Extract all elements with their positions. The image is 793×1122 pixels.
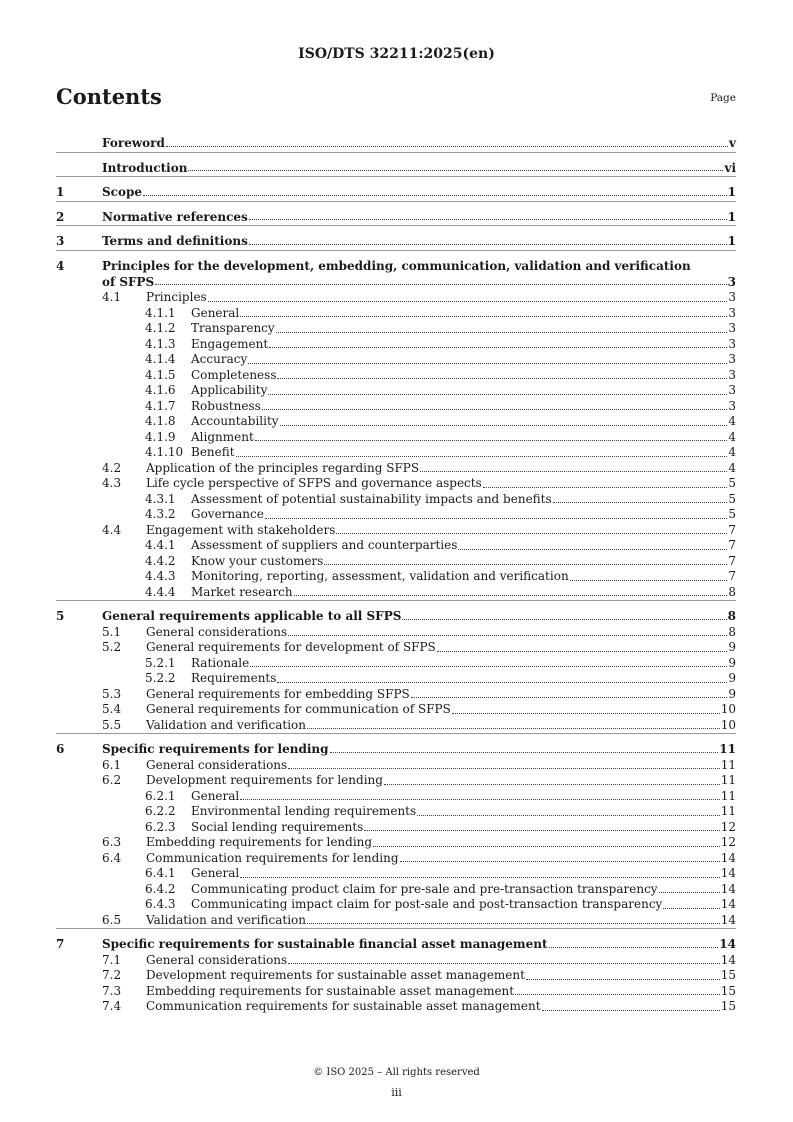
toc-entry-page: 3: [728, 367, 736, 382]
toc-entry[interactable]: [56, 968, 736, 984]
toc-entry-title: General requirements applicable to all SFPS: [102, 609, 402, 623]
toc-entry-title: General considerations: [146, 952, 288, 967]
toc-entry[interactable]: [56, 882, 736, 898]
toc-leader-dots: [269, 347, 727, 348]
toc-entry-title: Principles: [146, 290, 207, 304]
toc-entry-number: 5.2: [102, 640, 122, 654]
toc-entry-title: Engagement: [191, 336, 269, 351]
toc-entry-page: 9: [728, 671, 736, 685]
toc-entry[interactable]: [56, 538, 736, 554]
toc-entry-number: 6.2.3: [145, 819, 176, 834]
toc-entry-page: 11: [720, 773, 736, 787]
toc-leader-dots: [288, 768, 720, 769]
toc-entry[interactable]: [56, 640, 736, 656]
toc-entry-page: 1: [727, 209, 736, 224]
toc-leader-dots: [249, 219, 727, 220]
toc-entry[interactable]: [56, 225, 736, 250]
toc-leader-dots: [373, 846, 720, 847]
toc-entry-number: 3: [56, 234, 65, 248]
contents-title: Contents: [56, 84, 162, 109]
toc-entry[interactable]: [56, 176, 736, 201]
toc-entry-number: 4: [56, 258, 65, 273]
toc-entry-title: Development requirements for lending: [146, 773, 383, 787]
toc-entry-title: Specific requirements for lending: [102, 742, 329, 756]
toc-leader-dots: [255, 440, 728, 441]
toc-leader-dots: [452, 713, 720, 714]
toc-entry[interactable]: [56, 445, 736, 461]
toc-entry-page: 3: [728, 336, 736, 351]
toc-entry-page: 3: [728, 305, 736, 320]
toc-entry-number: 7.1: [102, 952, 122, 967]
toc-entry-page: 14: [719, 937, 736, 951]
toc-entry-number: 6.2: [102, 773, 122, 787]
toc-entry-title: Assessment of suppliers and counterparties: [191, 538, 458, 552]
toc-leader-dots: [307, 728, 720, 729]
toc-entry[interactable]: [56, 290, 736, 306]
toc-entry-number: 4.1.10: [145, 445, 184, 459]
toc-entry[interactable]: [56, 430, 736, 446]
toc-entry-title: General: [191, 305, 240, 320]
toc-leader-dots: [248, 363, 727, 364]
toc-entry-page: 9: [728, 655, 736, 670]
toc-leader-dots: [336, 533, 727, 534]
toc-leader-dots: [276, 332, 728, 333]
toc-entry-page: 7: [728, 553, 736, 568]
toc-entry[interactable]: [56, 128, 736, 152]
toc-entry-number: 4.4: [102, 522, 122, 537]
toc-entry-number: 4.1: [102, 290, 122, 304]
toc-leader-dots: [188, 170, 723, 171]
toc-leader-dots: [143, 195, 727, 196]
toc-entry-title: Life cycle perspective of SFPS and governance aspects: [146, 476, 482, 490]
toc-entry-title: Governance: [191, 507, 264, 521]
toc-leader-dots: [483, 487, 728, 488]
toc-leader-dots: [250, 666, 727, 667]
toc-leader-dots: [294, 595, 728, 596]
toc-entry-page: 9: [728, 640, 736, 654]
toc-leader-dots: [420, 471, 727, 472]
toc-leader-dots: [262, 409, 728, 410]
toc-leader-dots: [240, 316, 727, 317]
toc-entry-title: Accuracy: [191, 352, 248, 366]
toc-entry[interactable]: [56, 953, 736, 969]
toc-entry-title: Assessment of potential sustainability impacts and benefits: [191, 491, 552, 506]
toc-entry[interactable]: [56, 383, 736, 399]
toc-entry-page: 14: [720, 897, 736, 911]
toc-leader-dots: [249, 244, 727, 245]
toc-leader-dots: [288, 963, 720, 964]
toc-entry-title: Communicating product claim for pre-sale and pre-transaction transparency: [191, 881, 658, 896]
toc-entry-number: 6.1: [102, 757, 122, 772]
toc-entry[interactable]: [56, 718, 736, 734]
toc-leader-dots: [549, 947, 719, 948]
document-id-header: ISO/DTS 32211:2025(en): [298, 46, 495, 62]
toc-entry[interactable]: [56, 913, 736, 929]
toc-entry-title: Specific requirements for sustainable financial asset management: [102, 937, 548, 951]
toc-leader-dots: [526, 979, 720, 980]
toc-entry-number: 4.1.7: [145, 398, 176, 413]
toc-entry-page: 15: [720, 999, 736, 1013]
toc-entry-page: 3: [728, 290, 736, 304]
toc-leader-dots: [542, 1010, 720, 1011]
toc-entry-page: 15: [720, 968, 736, 982]
toc-entry[interactable]: [56, 201, 736, 226]
toc-entry-title: Validation and verification: [146, 912, 306, 927]
toc-entry[interactable]: [56, 476, 736, 492]
toc-leader-dots: [208, 301, 728, 302]
toc-entry-page: 1: [727, 185, 736, 199]
toc-entry-number: 7.4: [102, 999, 122, 1013]
table-of-contents: [56, 128, 736, 1015]
toc-entry-page: 12: [720, 819, 736, 834]
toc-leader-dots: [277, 682, 727, 683]
toc-entry-title: Embedding requirements for sustainable asset management: [146, 983, 515, 998]
toc-leader-dots: [288, 635, 727, 636]
toc-entry-title: Development requirements for sustainable asset management: [146, 968, 525, 982]
toc-entry-number: 7: [56, 937, 65, 951]
toc-leader-dots: [402, 619, 726, 620]
toc-entry[interactable]: [56, 804, 736, 820]
toc-entry[interactable]: [56, 671, 736, 687]
toc-entry-page: 14: [720, 912, 736, 927]
toc-entry-title: General requirements for communication of SFPS: [146, 702, 451, 716]
toc-entry-page: 15: [720, 983, 736, 998]
toc-entry[interactable]: [56, 928, 736, 953]
toc-entry-number: 5.3: [102, 686, 122, 701]
toc-entry-number: 4.1.4: [145, 352, 176, 366]
toc-leader-dots: [240, 799, 719, 800]
page-column-label: Page: [710, 92, 736, 104]
toc-entry-title: Principles for the development, embedding, communication, validation and verification: [102, 258, 691, 273]
toc-entry-title: Alignment: [191, 429, 254, 444]
toc-entry-number: 7.3: [102, 983, 122, 998]
toc-entry-title: General requirements for development of SFPS: [146, 640, 436, 654]
toc-entry-title: Scope: [102, 185, 143, 199]
toc-entry-number: 1: [56, 185, 65, 199]
toc-entry-title: Introduction: [102, 160, 188, 175]
toc-entry-title: Benefit: [191, 445, 235, 459]
toc-entry-page: 14: [720, 881, 736, 896]
toc-entry-page: 12: [720, 835, 736, 849]
toc-entry-page: 7: [728, 538, 736, 552]
toc-entry[interactable]: [56, 399, 736, 415]
toc-entry-page: 1: [727, 234, 736, 248]
toc-entry[interactable]: [56, 585, 736, 601]
toc-entry[interactable]: [56, 835, 736, 851]
toc-entry-number: 5.1: [102, 624, 122, 639]
toc-entry-title: Social lending requirements: [191, 819, 364, 834]
toc-leader-dots: [411, 697, 728, 698]
toc-entry-page: 9: [728, 686, 736, 701]
toc-entry[interactable]: [56, 152, 736, 177]
toc-entry-page: 3: [728, 352, 736, 366]
toc-entry-number: 6.4.3: [145, 897, 176, 911]
toc-entry[interactable]: [56, 250, 736, 275]
toc-leader-dots: [307, 923, 720, 924]
toc-entry-number: 4.4.4: [145, 584, 176, 599]
toc-entry-title: Communication requirements for sustainable asset management: [146, 999, 541, 1013]
toc-entry-title: Know your customers: [191, 553, 324, 568]
toc-entry[interactable]: [56, 789, 736, 805]
toc-entry-page: 14: [720, 952, 736, 967]
toc-entry[interactable]: [56, 569, 736, 585]
toc-entry[interactable]: [56, 702, 736, 718]
toc-entry[interactable]: [56, 321, 736, 337]
toc-leader-dots: [417, 815, 720, 816]
toc-entry-number: 6.2.1: [145, 788, 176, 803]
toc-entry-number: 4.1.9: [145, 429, 176, 444]
toc-entry-title: Engagement with stakeholders: [146, 522, 336, 537]
toc-entry-number: 4.1.8: [145, 414, 176, 428]
toc-entry-title: Foreword: [102, 136, 165, 150]
toc-entry-page: 4: [728, 429, 736, 444]
toc-entry[interactable]: [56, 306, 736, 322]
toc-entry-title: Monitoring, reporting, assessment, validation and verification: [191, 569, 569, 583]
copyright-notice: © ISO 2025 – All rights reserved: [313, 1067, 480, 1078]
toc-entry-page: 4: [728, 445, 736, 459]
toc-entry-number: 4.2: [102, 460, 122, 475]
toc-entry-title: General considerations: [146, 757, 288, 772]
toc-leader-dots: [400, 861, 720, 862]
toc-entry-page: 11: [720, 804, 736, 818]
toc-entry-page: 10: [720, 717, 736, 732]
toc-entry[interactable]: [56, 352, 736, 368]
toc-entry-number: 6.4: [102, 850, 122, 865]
toc-entry[interactable]: [56, 897, 736, 913]
toc-entry-page: 7: [728, 522, 736, 537]
toc-entry-title: Robustness: [191, 398, 261, 413]
toc-leader-dots: [236, 456, 728, 457]
toc-entry-title: Communicating impact claim for post-sale and post-transaction transparency: [191, 897, 663, 911]
toc-entry-page: vi: [724, 160, 736, 175]
toc-entry-title: Application of the principles regarding SFPS: [146, 460, 420, 475]
toc-entry-number: 4.1.6: [145, 383, 176, 397]
toc-entry-page: 3: [728, 321, 736, 335]
toc-entry[interactable]: [56, 368, 736, 384]
toc-leader-dots: [240, 877, 719, 878]
toc-entry-page: 4: [728, 460, 736, 475]
toc-entry-number: 4.3: [102, 476, 122, 490]
toc-entry[interactable]: [56, 554, 736, 570]
toc-entry-number: 4.1.3: [145, 336, 176, 351]
toc-entry[interactable]: [56, 492, 736, 508]
toc-entry-title: Completeness: [191, 367, 277, 382]
toc-entry[interactable]: [56, 625, 736, 641]
toc-entry-page: 14: [720, 850, 736, 865]
toc-leader-dots: [437, 651, 728, 652]
toc-entry-page: 14: [720, 866, 736, 880]
page-number: iii: [391, 1086, 402, 1099]
toc-entry[interactable]: [56, 656, 736, 672]
toc-leader-dots: [155, 284, 726, 285]
toc-entry-number: 4.4.2: [145, 553, 176, 568]
toc-entry-number: 4.1.2: [145, 321, 176, 335]
toc-entry-page: 11: [720, 788, 736, 803]
toc-entry-page: 5: [728, 491, 736, 506]
toc-leader-dots: [659, 892, 720, 893]
toc-entry-number: 4.4.3: [145, 569, 176, 583]
toc-entry-page: 3: [728, 398, 736, 413]
toc-entry[interactable]: [56, 851, 736, 867]
toc-entry-number: 6.3: [102, 835, 122, 849]
toc-entry-number: 6.4.2: [145, 881, 176, 896]
toc-entry-title: Applicability: [191, 383, 268, 397]
toc-entry-number: 5.5: [102, 717, 122, 732]
toc-entry-number: 7.2: [102, 968, 122, 982]
toc-entry[interactable]: [56, 337, 736, 353]
toc-entry-number: 6.5: [102, 912, 122, 927]
toc-entry-title: Requirements: [191, 671, 277, 685]
toc-entry-title: Accountability: [191, 414, 279, 428]
toc-entry[interactable]: [56, 866, 736, 882]
toc-leader-dots: [268, 394, 727, 395]
toc-entry-page: 11: [719, 742, 736, 756]
toc-entry-title: Market research: [191, 584, 293, 599]
toc-entry-number: 6.4.1: [145, 866, 176, 880]
toc-entry-page: 8: [728, 584, 736, 599]
toc-entry[interactable]: [56, 773, 736, 789]
toc-entry-page: 7: [728, 569, 736, 583]
toc-entry-page: 5: [728, 507, 736, 521]
toc-entry-number: 4.3.1: [145, 491, 176, 506]
toc-leader-dots: [570, 580, 728, 581]
toc-entry-title: Validation and verification: [146, 717, 306, 732]
toc-entry-number: 5.4: [102, 702, 122, 716]
toc-entry-title: General requirements for embedding SFPS: [146, 686, 410, 701]
toc-entry-title: General: [191, 788, 240, 803]
toc-entry-number: 6.2.2: [145, 804, 176, 818]
toc-entry-page: 8: [727, 609, 736, 623]
toc-entry-title: Rationale: [191, 655, 250, 670]
toc-entry[interactable]: [56, 461, 736, 477]
toc-entry-page: 4: [728, 414, 736, 428]
toc-entry-page: 11: [720, 757, 736, 772]
toc-leader-dots: [515, 994, 720, 995]
toc-entry-page: 5: [728, 476, 736, 490]
toc-entry-page: 3: [727, 274, 736, 289]
toc-entry-number: 4.1.1: [145, 305, 176, 320]
toc-entry[interactable]: [56, 600, 736, 625]
toc-leader-dots: [384, 784, 720, 785]
toc-entry[interactable]: [56, 758, 736, 774]
toc-entry-title: Normative references: [102, 209, 248, 224]
toc-entry[interactable]: [56, 687, 736, 703]
toc-entry-page: 8: [728, 624, 736, 639]
toc-entry-number: 4.4.1: [145, 538, 176, 552]
toc-leader-dots: [166, 146, 728, 147]
toc-entry-number: 2: [56, 209, 65, 224]
toc-leader-dots: [330, 752, 719, 753]
toc-entry-number: 6: [56, 742, 65, 756]
toc-entry-title: of SFPS: [102, 274, 155, 289]
toc-entry-page: 10: [720, 702, 736, 716]
toc-leader-dots: [324, 564, 727, 565]
toc-entry-page: v: [729, 136, 736, 150]
toc-entry-page: 3: [728, 383, 736, 397]
toc-entry[interactable]: [56, 414, 736, 430]
toc-entry-number: 4.3.2: [145, 507, 176, 521]
toc-entry-title: Environmental lending requirements: [191, 804, 417, 818]
toc-entry-number: 5: [56, 609, 65, 623]
toc-entry-title: Embedding requirements for lending: [146, 835, 373, 849]
toc-entry[interactable]: [56, 820, 736, 836]
toc-entry[interactable]: [56, 274, 736, 290]
toc-entry-number: 5.2.1: [145, 655, 176, 670]
toc-entry[interactable]: [56, 733, 736, 758]
toc-entry-title: General considerations: [146, 624, 288, 639]
toc-leader-dots: [458, 549, 727, 550]
toc-entry[interactable]: [56, 984, 736, 1000]
toc-entry-title: Transparency: [191, 321, 275, 335]
toc-entry[interactable]: [56, 999, 736, 1015]
toc-entry[interactable]: [56, 507, 736, 523]
toc-entry-number: 4.1.5: [145, 367, 176, 382]
toc-leader-dots: [265, 518, 727, 519]
toc-leader-dots: [280, 425, 728, 426]
toc-entry[interactable]: [56, 523, 736, 539]
toc-entry-number: 5.2.2: [145, 671, 176, 685]
toc-leader-dots: [663, 908, 719, 909]
toc-entry-title: Communication requirements for lending: [146, 850, 399, 865]
toc-leader-dots: [277, 378, 727, 379]
toc-entry-title: Terms and definitions: [102, 234, 248, 248]
toc-entry-title: General: [191, 866, 240, 880]
toc-leader-dots: [553, 502, 728, 503]
toc-leader-dots: [364, 830, 719, 831]
